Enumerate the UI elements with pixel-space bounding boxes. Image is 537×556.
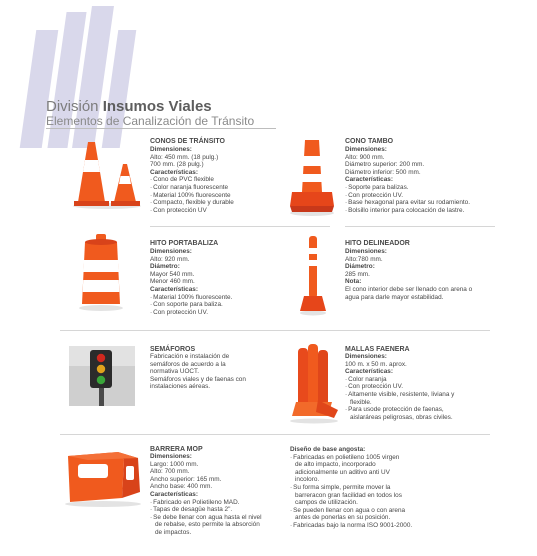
text-line: · Con protección UV.: [345, 192, 470, 200]
divider: [150, 226, 330, 227]
traffic-cones-image: [72, 140, 142, 210]
text-line: · Tapas de desagüe hasta 2".: [150, 506, 262, 514]
text-line: instalaciones aéreas.: [150, 383, 211, 391]
text-line: semáforos de acuerdo a la: [150, 360, 226, 368]
text-line: Características:: [345, 368, 393, 376]
text-line: · Compacto, flexible y durable: [150, 199, 234, 207]
text-line: · Base hexagonal para evitar su rodamiento.: [345, 199, 470, 207]
product-body-portabaliza: [150, 248, 232, 316]
text-line: · Su forma simple, permite mover la: [290, 484, 412, 492]
text-line: Semáforos viales y de faenas con: [150, 375, 246, 383]
text-line: · Con soporte para baliza.: [150, 301, 232, 309]
text-line: Nota:: [345, 278, 362, 286]
text-line: · Color naranja: [345, 376, 454, 384]
product-body-barrera-base: [290, 446, 412, 530]
product-body-barrera: [150, 453, 262, 537]
drum-cone-image: [286, 136, 338, 216]
title-light: División: [46, 98, 99, 115]
product-title-mallas: MALLAS FAENERA: [345, 346, 410, 353]
text-line: de alto impacto, incorporado: [295, 461, 376, 469]
text-line: Fabricación e instalación de: [150, 353, 230, 360]
text-line: Alto: 700 mm.: [150, 468, 190, 476]
text-line: Dimensiones:: [150, 146, 192, 153]
divider: [345, 226, 495, 227]
text-line: · Altamente visible, resistente, liviana y: [345, 391, 454, 399]
text-line: flexible.: [350, 398, 372, 406]
plastic-barrier-image: [62, 446, 144, 508]
text-line: · Color naranja fluorescente: [150, 184, 234, 192]
divider: [60, 330, 490, 331]
text-line: Diámetro:: [150, 263, 180, 271]
text-line: aislaráreas peligrosas, obras civiles.: [350, 413, 453, 421]
product-title-delineador: HITO DELINEADOR: [345, 240, 410, 247]
product-title-semaforos: SEMÁFOROS: [150, 346, 196, 353]
text-line: Alto: 450 mm. (18 pulg.): [150, 153, 219, 161]
text-line: · Cono de PVC flexible: [150, 176, 234, 184]
product-body-delineador: [345, 248, 472, 301]
text-line: Dimensiones:: [345, 146, 387, 153]
text-line: · Para usode protección de faenas,: [345, 406, 454, 414]
barrel-marker-image: [76, 232, 126, 312]
text-line: Dimensiones:: [150, 248, 192, 255]
title-bold: Insumos Viales: [102, 98, 212, 115]
text-line: adicionalmente un aditivo anti UV: [295, 468, 390, 476]
product-title-barrera: BARRERA MOP: [150, 446, 203, 453]
text-line: · Fabricadas en polietileno 1005 virgen: [290, 454, 412, 462]
text-line: Menor 460 mm.: [150, 278, 195, 286]
text-line: Características:: [150, 168, 198, 176]
text-line: Características:: [345, 176, 393, 184]
text-line: de impactos.: [155, 528, 192, 536]
text-line: Mayor 540 mm.: [150, 270, 195, 278]
text-line: · Se pueden llenar con agua o con arena: [290, 507, 412, 515]
text-line: Diámetro:: [345, 263, 375, 271]
page-subtitle: Elementos de Canalización de Tránsito: [46, 114, 255, 128]
text-line: Características:: [150, 285, 198, 293]
text-line: Dimensiones:: [150, 453, 192, 460]
text-line: · Soporte para balizas.: [345, 184, 470, 192]
text-line: · Con protección UV: [150, 207, 234, 215]
text-line: antes de ponerlas en su posición.: [295, 514, 391, 522]
text-line: Diámetro superior: 200 mm.: [345, 161, 425, 169]
text-line: · Material 100% fluorescente: [150, 192, 234, 200]
safety-mesh-rolls-image: [288, 342, 340, 424]
header-divider: [46, 128, 276, 129]
text-line: de rebalse, esto permite la absorción: [155, 521, 260, 529]
text-line: · Fabricado en Polietileno MAD.: [150, 499, 262, 507]
text-line: incoloro.: [295, 476, 320, 484]
product-body-semaforos: [150, 353, 246, 391]
divider: [60, 434, 490, 435]
text-line: 285 mm.: [345, 270, 370, 278]
text-line: agua para darle mayor estabilidad.: [345, 293, 444, 301]
text-line: · Bolsillo interior para colocación de lastre.: [345, 207, 470, 215]
text-line: 100 m. x 50 m. aprox.: [345, 360, 407, 368]
text-line: Ancho superior: 165 mm.: [150, 475, 222, 483]
product-title-tambo: CONO TAMBO: [345, 138, 394, 145]
text-line: Dimensiones:: [345, 353, 387, 360]
text-line: Alto: 920 mm.: [150, 255, 190, 263]
text-line: · Fabricadas bajo la norma ISO 9001-2000.: [290, 522, 412, 530]
text-line: Alto: 900 mm.: [345, 153, 385, 161]
text-line: Diámetro inferior: 500 mm.: [345, 168, 421, 176]
text-line: barreracon gran facilidad en todos los: [295, 491, 402, 499]
traffic-light-image: [69, 346, 135, 406]
text-line: Ancho base: 400 mm.: [150, 483, 213, 491]
text-line: Alto:780 mm.: [345, 255, 383, 263]
product-title-portabaliza: HITO PORTABALIZA: [150, 240, 219, 247]
text-line: Características:: [150, 490, 198, 498]
text-line: campos de utilización.: [295, 499, 358, 507]
product-title-conos: CONOS DE TRÁNSITO: [150, 138, 225, 145]
text-line: Diseño de base angosta:: [290, 446, 366, 453]
text-line: 700 mm. (28 pulg.): [150, 161, 204, 169]
product-body-tambo: [345, 146, 470, 214]
text-line: · Con protección UV.: [345, 383, 454, 391]
text-line: · Con protección UV.: [150, 309, 232, 317]
page-title: [46, 98, 212, 115]
text-line: normativa UOCT.: [150, 368, 200, 376]
text-line: Largo: 1000 mm.: [150, 460, 199, 468]
product-body-conos: [150, 146, 234, 214]
product-body-mallas: [345, 353, 454, 421]
text-line: · Material 100% fluorescente.: [150, 294, 232, 302]
text-line: Dimensiones:: [345, 248, 387, 255]
text-line: · Se debe llenar con agua hasta el nivel: [150, 514, 262, 522]
delineator-post-image: [298, 234, 328, 316]
text-line: El cono interior debe ser llenado con arena o: [345, 285, 473, 293]
